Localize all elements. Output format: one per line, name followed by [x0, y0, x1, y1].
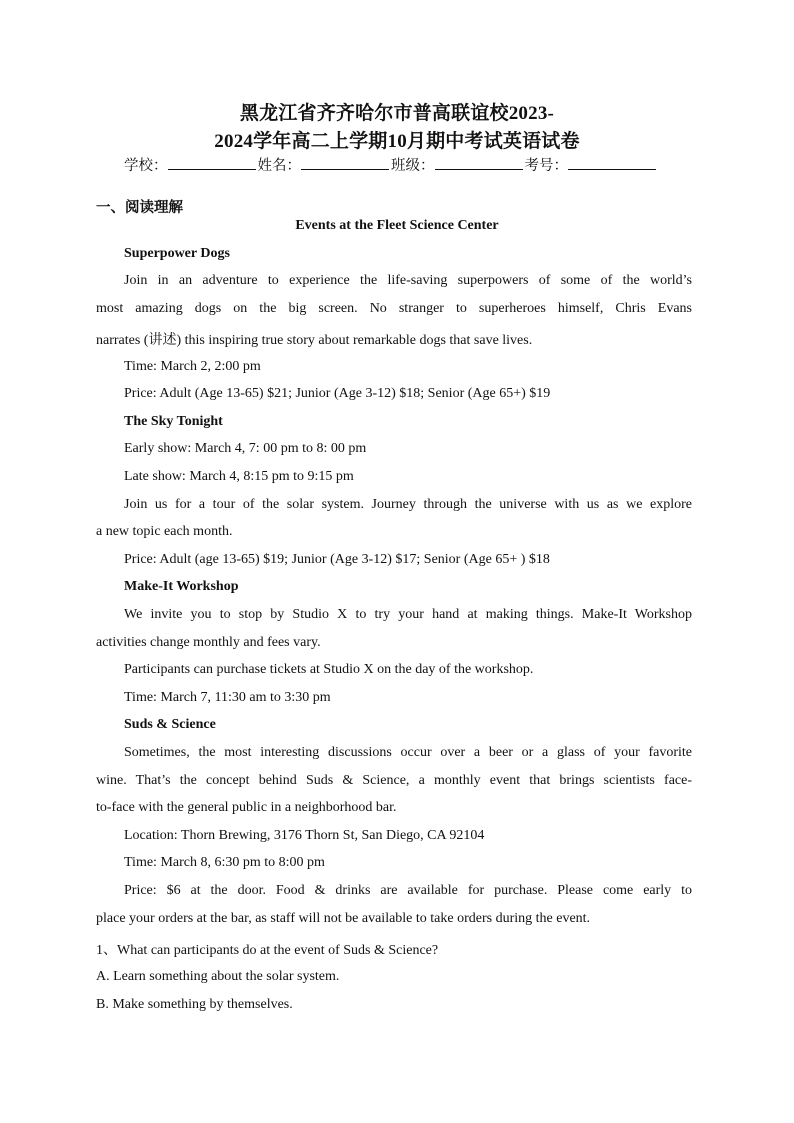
event2-desc-line2: a new topic each month.: [96, 524, 233, 539]
event4-desc-line2: wine. That’s the concept behind Suds & Science, a monthly event that brings scientists face-: [96, 773, 692, 788]
event2-title: The Sky Tonight: [124, 414, 223, 429]
event1-desc-line2: most amazing dogs on the big screen. No stranger to superheroes himself, Chris Evans: [96, 301, 692, 316]
exam-number-label: 考号：: [524, 158, 568, 174]
event4-desc-line3: to-face with the general public in a neighborhood bar.: [96, 800, 397, 815]
exam-title-line2: 2024学年高二上学期10月期中考试英语试卷: [214, 131, 580, 152]
question1-stem: 1、What can participants do at the event of Suds & Science?: [96, 943, 439, 958]
event3-time: Time: March 7, 11:30 am to 3:30 pm: [124, 690, 331, 705]
event1-desc-line1: Join in an adventure to experience the life-saving superpowers of some of the world’s: [124, 273, 692, 288]
question1-option-b[interactable]: B. Make something by themselves.: [96, 997, 293, 1012]
event4-title: Suds & Science: [124, 717, 216, 732]
event4-price-line1: Price: $6 at the door. Food & drinks are available for purchase. Please come early to: [124, 883, 692, 898]
passage-title: Events at the Fleet Science Center: [295, 218, 499, 233]
section-heading: 一、阅读理解: [96, 200, 183, 216]
school-label: 学校：: [124, 158, 168, 174]
event4-price-line2: place your orders at the bar, as staff will not be available to take orders during the event.: [96, 911, 591, 926]
event3-desc-line1: We invite you to stop by Studio X to try your hand at making things. Make-It Workshop: [124, 607, 692, 622]
event3-desc-line3: Participants can purchase tickets at Studio X on the day of the workshop.: [124, 662, 534, 677]
class-blank[interactable]: [435, 155, 523, 170]
event3-desc-line2: activities change monthly and fees vary.: [96, 635, 321, 650]
event1-price: Price: Adult (Age 13-65) $21; Junior (Age 3-12) $18; Senior (Age 65+) $19: [124, 386, 551, 401]
student-info-row: [124, 154, 658, 175]
event1-title: Superpower Dogs: [124, 246, 230, 261]
school-blank[interactable]: [168, 155, 256, 170]
event4-time: Time: March 8, 6:30 pm to 8:00 pm: [124, 855, 325, 870]
event1-desc-line3: narrates (讲述) this inspiring true story about remarkable dogs that save lives.: [96, 333, 533, 348]
exam-number-blank[interactable]: [568, 155, 656, 170]
event2-late-show: Late show: March 4, 8:15 pm to 9:15 pm: [124, 469, 354, 484]
event2-price: Price: Adult (age 13-65) $19; Junior (Age 3-12) $17; Senior (Age 65+ ) $18: [124, 552, 550, 567]
exam-title-line1: 黑龙江省齐齐哈尔市普高联谊校2023-: [239, 103, 555, 124]
question1-option-a[interactable]: A. Learn something about the solar system.: [96, 969, 340, 984]
event4-location: Location: Thorn Brewing, 3176 Thorn St, San Diego, CA 92104: [124, 828, 485, 843]
class-label: 班级：: [391, 158, 435, 174]
event2-desc-line1: Join us for a tour of the solar system. Journey through the universe with us as we explore: [124, 497, 692, 512]
name-label: 姓名：: [257, 158, 301, 174]
event1-time: Time: March 2, 2:00 pm: [124, 359, 261, 374]
event2-early-show: Early show: March 4, 7: 00 pm to 8: 00 pm: [124, 441, 367, 456]
event3-title: Make-It Workshop: [124, 579, 239, 594]
name-blank[interactable]: [301, 155, 389, 170]
event4-desc-line1: Sometimes, the most interesting discussions occur over a beer or a glass of your favorite: [124, 745, 692, 760]
